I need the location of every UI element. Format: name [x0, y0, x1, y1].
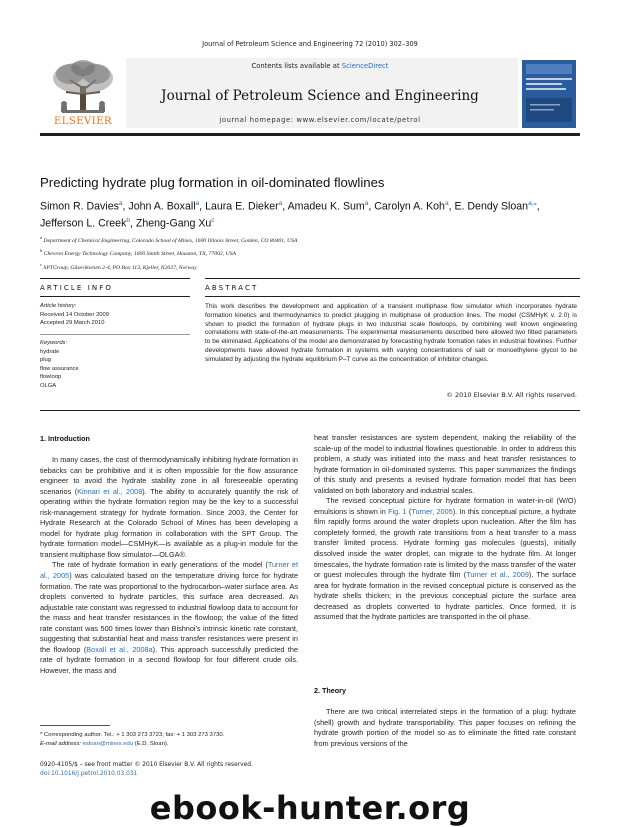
author-affiliation-mark[interactable]: a	[444, 200, 449, 207]
article-info-rule-top	[40, 278, 190, 279]
corresponding-author-note	[40, 731, 310, 748]
right-column	[314, 433, 576, 623]
author-affiliation-mark[interactable]: a	[195, 200, 200, 207]
author: Zheng-Gang Xu	[135, 217, 212, 230]
text-run: ). In this conceptual picture, a hydrate film rapidly forms around the water droplets upon nucleation. After the film has completely formed, the growth rate transitions from a heat transfer to a mass transfer limited process. Hydrate forming gas molecules (guests), initially dissolved inside the water droplet, can migrate to the hydrate film. At longer timescales, the hydrate formation rate is limited by the mass transfer of the water or guest molecules through the hydrate film (	[314, 506, 577, 580]
citation-link[interactable]: Turner et al., 2009	[466, 570, 529, 580]
abstract-rule-bottom	[40, 410, 580, 411]
paragraph: There are two critical interrelated steps in the formation of a plug: hydrate (shell) growth and hydrate transportability. This paper focuses on refining the hydrate growth portion of the model so as to eliminate the fitted rate constant from previous versions of the	[314, 707, 576, 748]
author-affiliation-mark[interactable]: b	[126, 217, 130, 225]
citation-link[interactable]: Turner et al., 2005	[40, 560, 298, 581]
author-affiliation-mark[interactable]: a	[278, 200, 283, 207]
keyword: OLGA	[40, 382, 57, 389]
paragraph: heat transfer resistances are system dependent, making the reliability of the scale-up of the model to industrial flowlines questionable. In order to address this problem, a study was initiated into the mass and heat transfer resistances to hydrate formation in oil-dominated systems. This paper summarizes the findings of this study and presents a revised hydrate formation model that has been validated on both laboratory and industrial scales.	[314, 433, 576, 495]
affiliations	[40, 233, 580, 273]
issn-block	[40, 761, 310, 778]
text-run: ). The surface area for hydrate formation in the revised conceptual picture is conserved as the hydrate shells thicken; in the previous conceptual picture the surface area decreased as droplets converted to hydrate particles. Once formed, it is assumed that the hydrate particles are transported in the oil phase.	[314, 570, 576, 622]
author: Amadeu K. Sum	[287, 200, 365, 213]
author-separator: ,	[122, 200, 129, 213]
author-affiliation-mark[interactable]: c	[211, 217, 215, 225]
author-separator: ,	[536, 200, 540, 213]
text-run: In many cases, the cost of thermodynamically inhibiting hydrate formation in tiebacks can be prohibitive and it is often impossible for the flow assurance engineer to avoid the hydrate stability zone in all foreseeable operating scenarios (	[40, 455, 298, 496]
affiliation-mark: b	[40, 248, 43, 254]
citation-link[interactable]: Kinnari et al., 2008	[77, 486, 143, 496]
author-list	[40, 197, 580, 231]
article-info-divider	[40, 334, 190, 335]
text-run: ). This approach successfully predicted the rate of hydrate formation in a second flowloop for four different crude oils. However, the mass and	[40, 644, 298, 675]
section-heading-introduction: 1. Introduction	[40, 434, 90, 443]
author-separator: ,	[130, 217, 136, 230]
abstract-rule-top	[205, 278, 580, 279]
text-run: The rate of hydrate formation in early generations of the model (	[52, 560, 268, 570]
text-run: (	[406, 506, 412, 516]
article-info-heading: ARTICLE INFO	[40, 284, 113, 292]
text-run: ) was calculated based on the temperature driving force for hydrate formation. The rate was proportional to the hydrocarbon–water surface area. As droplets converted to hydrate particles, this surface area decreased. An adjustable rate constant was regressed to industrial flowloop data to account for the mass and heat transfer resistances in the flowloop; the value of the fitted rate constant was 500 times lower than Bishnoi's intrinsic kinetic rate constant, suggesting that substantial heat and mass transfer resistances were present in the flowloop (	[40, 571, 298, 654]
affiliation-mark: c	[40, 261, 42, 267]
author-separator: ,	[282, 200, 288, 213]
citation-link[interactable]: Turner, 2005	[411, 506, 453, 516]
author-affiliation-mark[interactable]: a	[118, 200, 123, 207]
journal-cover-icon	[518, 58, 580, 130]
author-separator: ,	[368, 200, 375, 213]
keyword: flow assurance	[40, 365, 79, 372]
figure-link[interactable]: Fig. 1	[388, 506, 407, 516]
affiliation-mark: a	[40, 235, 42, 240]
journal-reference: Journal of Petroleum Science and Engineering 72 (2010) 302–309	[202, 40, 418, 48]
corresponding-text: * Corresponding author. Tel.: + 1 303 273 3723; fax: + 1 303 273 3730.	[40, 732, 225, 738]
author-separator: ,	[199, 200, 206, 213]
author-separator: ,	[448, 200, 455, 213]
affiliation	[40, 260, 580, 273]
journal-cover	[518, 58, 580, 130]
copyright: © 2010 Elsevier B.V. All rights reserved.	[446, 391, 577, 399]
issn-text: 0920-4105/$ – see front matter © 2010 Elsevier B.V. All rights reserved.	[40, 762, 253, 768]
watermark: ebook-hunter.org	[149, 789, 471, 827]
text-run: ). The ability to accurately quantify the risk of operating within the hydrate formation region may be the key to a successful risk-management strategy for hydrate formation. Since 2003, the Center for Hydrate Research at the Colorado School of Mines has been developing a model for hydrate plug formation in collaboration with the SPT Group. The hydrate formation model—CSMHyK—is available as a plug-in module for the transient multiphase flow simulator—OLGA®.	[40, 486, 298, 559]
affiliation-text: SPTGroup, Gåsevikveien 2-4, PO Box 113, Kjeller, N2027, Norway	[43, 264, 197, 271]
author: Laura E. Dieker	[205, 200, 279, 213]
author: Simon R. Davies	[40, 200, 119, 213]
article-title: Predicting hydrate plug formation in oil-dominated flowlines	[40, 175, 385, 190]
affiliation	[40, 246, 580, 259]
email-suffix: (E.D. Sloan).	[133, 740, 169, 747]
article-info-rule	[40, 296, 190, 297]
publisher-wordmark: ELSEVIER	[53, 116, 113, 127]
affiliation	[40, 233, 580, 246]
email-link[interactable]: esloan@mines.edu	[82, 740, 134, 747]
theory-paragraph-container	[314, 707, 576, 749]
footnote-rule	[40, 725, 110, 726]
received-date: Received 14 October 2009	[40, 311, 109, 318]
history-label: Article history:	[40, 303, 77, 309]
keywords-label: Keywords:	[40, 340, 68, 346]
author: Jefferson L. Creek	[40, 217, 127, 230]
contents-availability	[120, 62, 520, 70]
accepted-date: Accepted 29 March 2010	[40, 320, 105, 327]
keyword: hydrate	[40, 348, 60, 355]
abstract-rule	[205, 296, 580, 297]
doi-link[interactable]: doi:10.1016/j.petrol.2010.03.031	[40, 770, 138, 777]
paragraph	[40, 455, 298, 560]
author: Carolyn A. Koh	[374, 200, 445, 213]
article-history	[40, 302, 190, 328]
header-rule	[40, 133, 580, 136]
left-column	[40, 455, 298, 676]
affiliation-text: Chevron Energy Technology Company, 1600 Smith Street, Houston, TX, 77002, USA	[43, 251, 237, 258]
elsevier-tree-logo	[40, 58, 126, 128]
author: E. Dendy Sloan	[454, 200, 529, 213]
paragraph	[314, 496, 576, 623]
paragraph	[40, 560, 298, 676]
keywords	[40, 339, 190, 391]
section-heading-theory: 2. Theory	[314, 686, 346, 695]
journal-title: Journal of Petroleum Science and Engineering	[161, 88, 479, 104]
keyword: flowloop	[40, 374, 62, 381]
text-run: The revised conceptual picture for hydrate formation in water-in-oil (W/O) emulsions is shown in	[314, 496, 576, 516]
affiliation-text: Department of Chemical Engineering, Colorado School of Mines, 1600 Illinois Street, Golden, CO 80401, USA	[43, 237, 298, 244]
citation-link[interactable]: Boxall et al., 2008a	[86, 644, 153, 654]
journal-homepage[interactable]: journal homepage: www.elsevier.com/locate/petrol	[219, 116, 421, 124]
author-affiliation-mark[interactable]: a	[364, 200, 369, 207]
abstract-text: This work describes the development and application of a transient multiphase flow simulator which incorporates hydrate formation kinetics and thermodynamics to predict plugging in multiphase oil production lines. The model (CSMHyK v. 2.0) is shown to predict the formation of hydrate plugs in two industrial scale flowloops, by combining well known engineering correlations with state-of-the-art measurements. The experimental measurements described here allowed two fitted parameters to be eliminated. Applications of the model are demonstrated by forecasting hydrate formation rates in industrial flowlines. Further developments have allowed hydrate formation in systems with varying concentrations of salt or monoethylene glycol to be simulated by adjusting the hydrate equilibrium P–T curve as the concentration of inhibitor changes.	[205, 303, 577, 363]
keyword: plug	[40, 357, 51, 364]
author-affiliation-mark[interactable]: a,⁎	[528, 200, 537, 207]
tree-icon	[40, 58, 126, 116]
abstract-heading: ABSTRACT	[205, 284, 259, 292]
contents-prefix: Contents lists available at	[251, 62, 342, 70]
sciencedirect-link[interactable]: ScienceDirect	[341, 62, 389, 70]
author: John A. Boxall	[128, 200, 196, 213]
email-label: E-mail address:	[40, 740, 83, 747]
